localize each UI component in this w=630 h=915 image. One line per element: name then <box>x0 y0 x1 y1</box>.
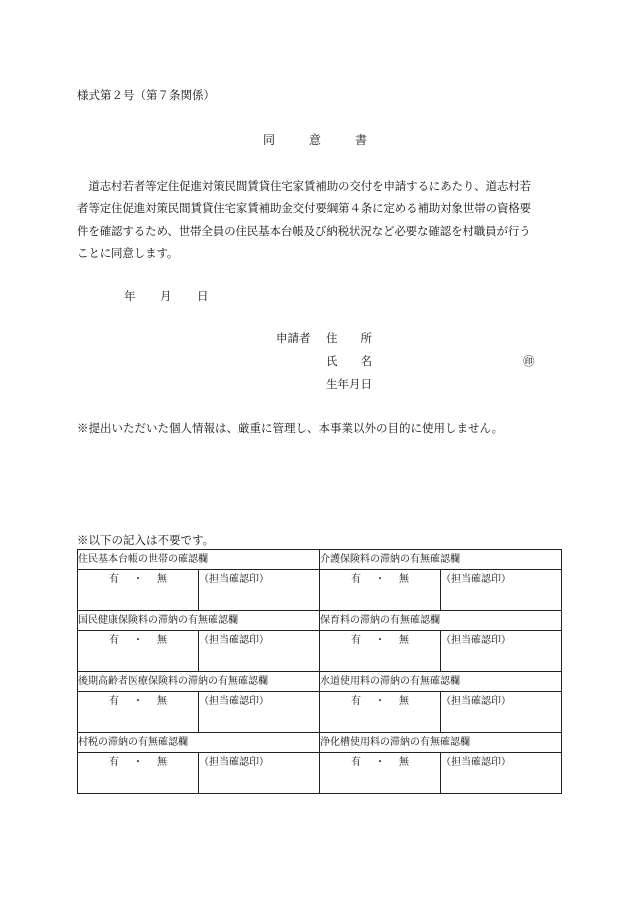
consent-line: 道志村若者等定住促進対策民間賃貸住宅家賃補助の交付を申請するにあたり、道志村若 <box>77 179 531 193</box>
name-label: 氏 名 <box>326 354 372 368</box>
date-month-label: 月 <box>160 289 172 303</box>
no-label: 無 <box>157 635 167 646</box>
no-label: 無 <box>399 574 409 585</box>
date-day-label: 日 <box>197 289 209 303</box>
check-heading: 介護保険料の滞納の有無確認欄 <box>320 550 562 570</box>
birthdate-label: 生年月日 <box>326 377 372 391</box>
yes-no-cell <box>78 753 199 794</box>
seal-mark: ㊞ <box>523 354 535 368</box>
yes-label: 有 <box>351 696 361 707</box>
consent-line: ことに同意します。 <box>77 246 179 261</box>
yes-no-cell <box>320 692 441 733</box>
consent-line: 件を確認するため、世帯全員の住民基本台帳及び納税状況など必要な確認を村職員が行う <box>77 223 531 238</box>
table-note: ※以下の記入は不要です。 <box>77 533 215 547</box>
document-title: 同意書 <box>262 133 401 147</box>
check-heading: 国民健康保険料の滞納の有無確認欄 <box>78 611 320 631</box>
yes-no-cell <box>78 692 199 733</box>
stamp-cell: （担当確認印） <box>441 692 562 733</box>
stamp-cell: （担当確認印） <box>441 570 562 611</box>
separator-dot: ・ <box>375 757 385 768</box>
check-heading: 村税の滞納の有無確認欄 <box>78 733 320 753</box>
stamp-cell: （担当確認印） <box>199 753 320 794</box>
yes-no-cell <box>320 631 441 672</box>
stamp-cell: （担当確認印） <box>199 570 320 611</box>
check-heading: 浄化槽使用料の滞納の有無確認欄 <box>320 733 562 753</box>
separator-dot: ・ <box>375 635 385 646</box>
no-label: 無 <box>157 574 167 585</box>
yes-label: 有 <box>351 635 361 646</box>
consent-body <box>77 175 555 265</box>
no-label: 無 <box>399 757 409 768</box>
separator-dot: ・ <box>133 757 143 768</box>
yes-label: 有 <box>109 574 119 585</box>
separator-dot: ・ <box>133 635 143 646</box>
yes-no-cell <box>320 753 441 794</box>
separator-dot: ・ <box>375 696 385 707</box>
date-year-label: 年 <box>124 289 136 303</box>
stamp-cell: （担当確認印） <box>199 631 320 672</box>
separator-dot: ・ <box>133 574 143 585</box>
consent-line: 者等定住促進対策民間賃貸住宅家賃補助金交付要綱第４条に定める補助対象世帯の資格要 <box>77 201 531 216</box>
yes-label: 有 <box>109 635 119 646</box>
yes-label: 有 <box>351 757 361 768</box>
yes-label: 有 <box>109 696 119 707</box>
yes-no-cell <box>78 570 199 611</box>
check-heading: 保育料の滞納の有無確認欄 <box>320 611 562 631</box>
form-number: 様式第２号（第７条関係） <box>77 88 215 102</box>
separator-dot: ・ <box>375 574 385 585</box>
yes-no-cell <box>320 570 441 611</box>
no-label: 無 <box>157 696 167 707</box>
privacy-notice: ※提出いただいた個人情報は、厳重に管理し、本事業以外の目的に使用しません。 <box>77 421 504 435</box>
stamp-cell: （担当確認印） <box>199 692 320 733</box>
no-label: 無 <box>399 696 409 707</box>
yes-no-cell <box>78 631 199 672</box>
stamp-cell: （担当確認印） <box>441 631 562 672</box>
confirmation-table <box>77 549 562 794</box>
yes-label: 有 <box>109 757 119 768</box>
stamp-cell: （担当確認印） <box>441 753 562 794</box>
check-heading: 水道使用料の滞納の有無確認欄 <box>320 672 562 692</box>
yes-label: 有 <box>351 574 361 585</box>
applicant-block <box>276 330 536 390</box>
check-heading: 後期高齢者医療保険料の滞納の有無確認欄 <box>78 672 320 692</box>
check-heading: 住民基本台帳の世帯の確認欄 <box>78 550 320 570</box>
no-label: 無 <box>157 757 167 768</box>
applicant-label: 申請者 <box>276 331 311 345</box>
separator-dot: ・ <box>133 696 143 707</box>
address-label: 住 所 <box>326 331 372 345</box>
no-label: 無 <box>399 635 409 646</box>
